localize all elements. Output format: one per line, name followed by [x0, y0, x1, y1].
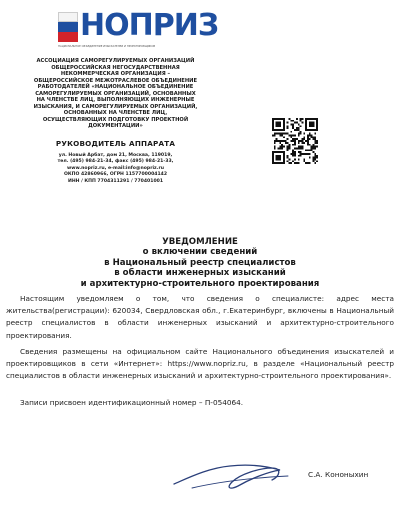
org-line: САМОРЕГУЛИРУЕМЫХ ОРГАНИЗАЦИЙ, ОСНОВАННЫХ [35, 90, 196, 97]
russian-flag-icon [58, 12, 78, 42]
org-line: АССОЦИАЦИЯ САМОРЕГУЛИРУЕМЫХ ОРГАНИЗАЦИЙ [36, 58, 195, 64]
org-line: ОБЩЕРОССИЙСКАЯ НЕГОСУДАРСТВЕННАЯ [51, 64, 180, 71]
paragraph-id-number [6, 397, 394, 409]
org-line: ОБЩЕРОССИЙСКОЕ МЕЖОТРАСЛЕВОЕ ОБЪЕДИНЕНИЕ [33, 77, 198, 84]
contact-line: www.nopriz.ru, e-mail:info@nopriz.ru [66, 165, 165, 171]
paragraph-publication [6, 346, 394, 383]
paragraph-specialist [6, 293, 394, 342]
contact-line: тел. (495) 984-21-34, факс (495) 984-21-33, [57, 159, 174, 165]
logo-text: НОПРИЗ [80, 8, 219, 43]
org-line: НА ЧЛЕНСТВЕ ЛИЦ, ВЫПОЛНЯЮЩИХ ИНЖЕНЕРНЫЕ [36, 97, 195, 103]
nopriz-logo [58, 8, 219, 52]
handwritten-signature [168, 448, 308, 498]
contact-line: ИНН / КПП 7704311291 / 770401001 [67, 178, 164, 184]
notice-line: в области инженерных изысканий [114, 268, 286, 279]
paragraph-text: Настоящим уведомляем о том, что сведения о специалисте: адрес места жительства(регистрации): 620034, Свердловская обл., г.Екатеринбург, включены в Национальный реестр специалистов в области инженерных изысканий и архитектурно-строительного проектирования. [6, 294, 394, 340]
contact-line: ул. Новый Арбат, дом 21, Москва, 119019, [58, 153, 173, 158]
qr-code-icon[interactable] [272, 118, 318, 164]
org-line: ИЗЫСКАНИЯ, И САМОРЕГУЛИРУЕМЫХ ОРГАНИЗАЦИЙ, [33, 103, 198, 110]
notice-line: о включении сведений [142, 247, 258, 258]
contact-line: ОКПО 42860966, ОГРН 1157700004142 [63, 172, 168, 178]
head-title: РУКОВОДИТЕЛЬ АППАРАТА [55, 139, 176, 148]
logo-tagline: НАЦИОНАЛЬНОЕ ОБЪЕДИНЕНИЕ ИЗЫСКАТЕЛЕЙ И ПРОЕКТИРОВЩИКОВ [58, 45, 156, 48]
signer-name: С.А. Кононыхин [308, 470, 369, 479]
org-line: ОСНОВАННЫХ НА ЧЛЕНСТВЕ ЛИЦ, [63, 110, 168, 116]
org-line: РАБОТОДАТЕЛЕЙ «НАЦИОНАЛЬНОЕ ОБЪЕДИНЕНИЕ [37, 84, 194, 90]
notice-line: УВЕДОМЛЕНИЕ [162, 237, 238, 247]
notice-heading [30, 237, 370, 289]
paragraph-text: Записи присвоен идентификационный номер – П-054064. [20, 398, 244, 407]
paragraph-text: Сведения размещены на официальном сайте Национального объединения изыскателей и проектировщиков в сети «Интернет»: https://www.nopriz.ru, в разделе «Национальный реестр специалистов в области инженерных изысканий и архитектурно-строительного проектирования». [6, 347, 394, 381]
notice-line: и архитектурно-строительного проектирования [80, 278, 320, 289]
organization-contacts [18, 153, 213, 185]
organization-name [18, 58, 213, 130]
notice-line: в Национальный реестр специалистов [104, 257, 296, 268]
org-line: НЕКОММЕРЧЕСКАЯ ОРГАНИЗАЦИЯ – [60, 71, 171, 77]
org-line: ДОКУМЕНТАЦИИ» [88, 123, 143, 129]
org-line: ОСУЩЕСТВЛЯЮЩИХ ПОДГОТОВКУ ПРОЕКТНОЙ [42, 116, 189, 123]
